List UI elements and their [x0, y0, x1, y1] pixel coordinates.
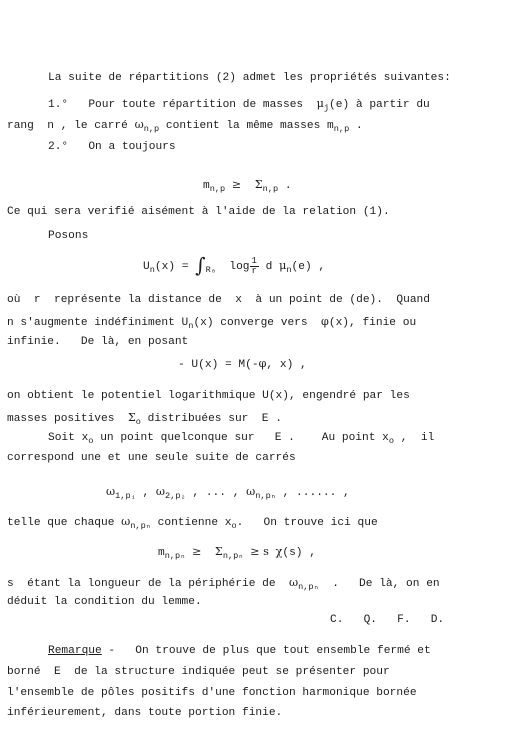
equation-2	[143, 253, 326, 277]
mu-symbol: μ	[316, 97, 324, 110]
item-1-text-a: Pour toute répartition de masses	[88, 99, 304, 111]
p6-omega-sub: n,pₙ	[130, 521, 151, 531]
omega-subscript: n,p	[143, 124, 160, 134]
seq-sub-n: n,pₙ	[255, 491, 276, 501]
seq-omega-n: ω	[246, 485, 256, 498]
paragraph-4-line-1: on obtient le potentiel logarithmique U(x), engendré par les	[7, 390, 410, 402]
seq-sub-2: 2,p₂	[165, 491, 186, 501]
eq2-mu-sub: n	[286, 265, 292, 275]
p3-l2-c: (x), finie ou	[328, 317, 417, 329]
p7-l1-b: . De là, on en	[332, 578, 440, 590]
eq4-sigma: Σ	[214, 545, 223, 558]
item-1-number: 1.°	[48, 99, 69, 111]
p3-l2-a: n s'augmente indéfiniment U	[7, 317, 189, 329]
eq1-rel: ≥	[231, 178, 242, 191]
equation-3	[178, 357, 307, 372]
eq1-m-sub: n,p	[209, 184, 226, 194]
phi-symbol: φ	[321, 315, 329, 328]
seq-sub-1: 1,p₁	[115, 491, 136, 501]
item-1-cont-b: contient la même masses	[165, 120, 321, 132]
item-2-text: On a toujours	[88, 141, 176, 153]
eq1-sigma-sub: n,p	[262, 184, 279, 194]
paragraph-4-line-2	[7, 411, 282, 426]
item-1-line-1	[48, 97, 430, 112]
p6-a: telle que chaque	[7, 517, 115, 529]
paragraph-7-line-2: déduit la condition du lemme.	[7, 596, 202, 608]
p5-l1-a: Soit x	[48, 432, 89, 444]
eq4-end: (s) ,	[282, 547, 316, 559]
p4-l2-b: distribuées sur E .	[147, 413, 282, 425]
p7-omega: ω	[288, 576, 299, 589]
remark-line-2: borné E de la structure indiquée peut se présenter pour	[7, 666, 390, 678]
eq2-u: U	[143, 261, 150, 273]
eq4-rel-1: ≥	[192, 545, 202, 558]
remark-line-4: inférieurement, dans toute portion finie.	[7, 707, 283, 719]
eq2-u-sub: n	[149, 265, 155, 275]
m-subscript: n,p	[333, 124, 350, 134]
item-1-line-2	[7, 118, 363, 133]
eq4-m-sub: n,pₙ	[164, 551, 186, 561]
paragraph-5-line-1	[48, 432, 434, 445]
eq2-integral: ∫	[195, 253, 206, 277]
qed: C. Q. F. D.	[330, 614, 445, 626]
paragraph-7-line-1	[7, 576, 440, 591]
mu-subscript: j	[323, 103, 330, 113]
eq2-frac-num: 1	[251, 255, 257, 266]
p6-omega: ω	[121, 515, 131, 528]
eq2-lhs-rest: (x) =	[154, 261, 189, 273]
p4-sigma: Σ	[127, 411, 136, 424]
eq1-end: .	[284, 180, 292, 192]
paragraph-3-line-2	[7, 315, 416, 330]
eq4-m: m	[158, 547, 165, 559]
p6-c: . On trouve ici que	[236, 517, 378, 529]
p6-b: contienne x	[157, 517, 232, 529]
p5-l1-sub: o	[88, 436, 94, 446]
paragraph-5-line-2: correspond une et une seule suite de carrés	[7, 452, 296, 464]
p7-l1-a: s étant la longueur de la périphérie de	[7, 578, 276, 590]
eq3-b: , x) ,	[266, 359, 307, 371]
item-1-cont-a: rang n , le carré	[7, 120, 128, 132]
eq2-mu: μ	[279, 259, 287, 272]
p7-omega-sub: n,pₙ	[298, 582, 319, 592]
item-2-number: 2.°	[48, 141, 69, 153]
eq4-chi: χ	[275, 545, 283, 558]
eq2-d: d	[265, 261, 273, 273]
seq-omega-2: ω	[155, 485, 166, 498]
p3-l2-b: (x) converge vers	[193, 317, 308, 329]
eq4-rel-2: ≥ s	[250, 545, 269, 558]
equation-1	[203, 178, 292, 193]
remark-line-1	[48, 645, 431, 658]
remark-text-1: - On trouve de plus que tout ensemble fermé et	[101, 645, 431, 657]
seq-end: , ...... ,	[282, 487, 350, 499]
paragraph-6	[7, 515, 378, 530]
paragraph-intro: La suite de répartitions (2) admet les propriétés suivantes:	[48, 72, 451, 84]
eq2-rest: (e) ,	[291, 261, 326, 273]
p4-sigma-sub: o	[135, 417, 141, 427]
equation-4	[158, 545, 316, 560]
seq-omega-1: ω	[106, 485, 116, 498]
paragraph-3-line-3: infinie. De là, en posant	[7, 336, 189, 348]
remark-line-3: l'ensemble de pôles positifs d'une fonction harmonique bornée	[7, 687, 417, 699]
p4-l2-a: masses positives	[7, 413, 115, 425]
item-2-line	[48, 141, 176, 154]
eq2-integral-sub: R₀	[205, 265, 216, 275]
sequence-line: $\omega_{1,p_1}$ , $\omega_{2,p_2}$ , ... , $\omega_{n,p_n}$ , ...... ,	[106, 485, 350, 501]
p5-l1-sub2: o	[388, 436, 395, 446]
remark-label: Remarque	[48, 645, 102, 657]
seq-dots: , ... ,	[192, 487, 240, 499]
eq4-sigma-sub: n,pₙ	[222, 551, 244, 561]
p6-sub2: o	[231, 521, 237, 531]
eq2-frac-den: r	[251, 265, 257, 276]
eq1-sigma: Σ	[254, 178, 263, 191]
p3-l2-sub: n	[188, 321, 194, 331]
item-1-cont-c: .	[355, 120, 363, 132]
paragraph-3-line-1: où r représente la distance de x à un point de (de). Quand	[7, 294, 430, 306]
m-symbol: m	[327, 120, 334, 132]
omega-symbol: ω	[134, 118, 144, 131]
eq1-m: m	[203, 180, 210, 192]
paragraph-verify: Ce qui sera verifié aisément à l'aide de la relation (1).	[7, 206, 390, 218]
eq2-fraction	[250, 257, 259, 276]
eq3-phi: φ	[258, 357, 267, 370]
eq2-log: log	[229, 261, 250, 273]
p5-l1-b: un point quelconque sur E . Au point x	[100, 432, 389, 444]
eq3-a: - U(x) = M(-	[178, 359, 259, 371]
p5-l1-c: , il	[400, 432, 435, 444]
item-1-text-b: (e) à partir du	[329, 99, 430, 111]
posons: Posons	[48, 230, 89, 242]
